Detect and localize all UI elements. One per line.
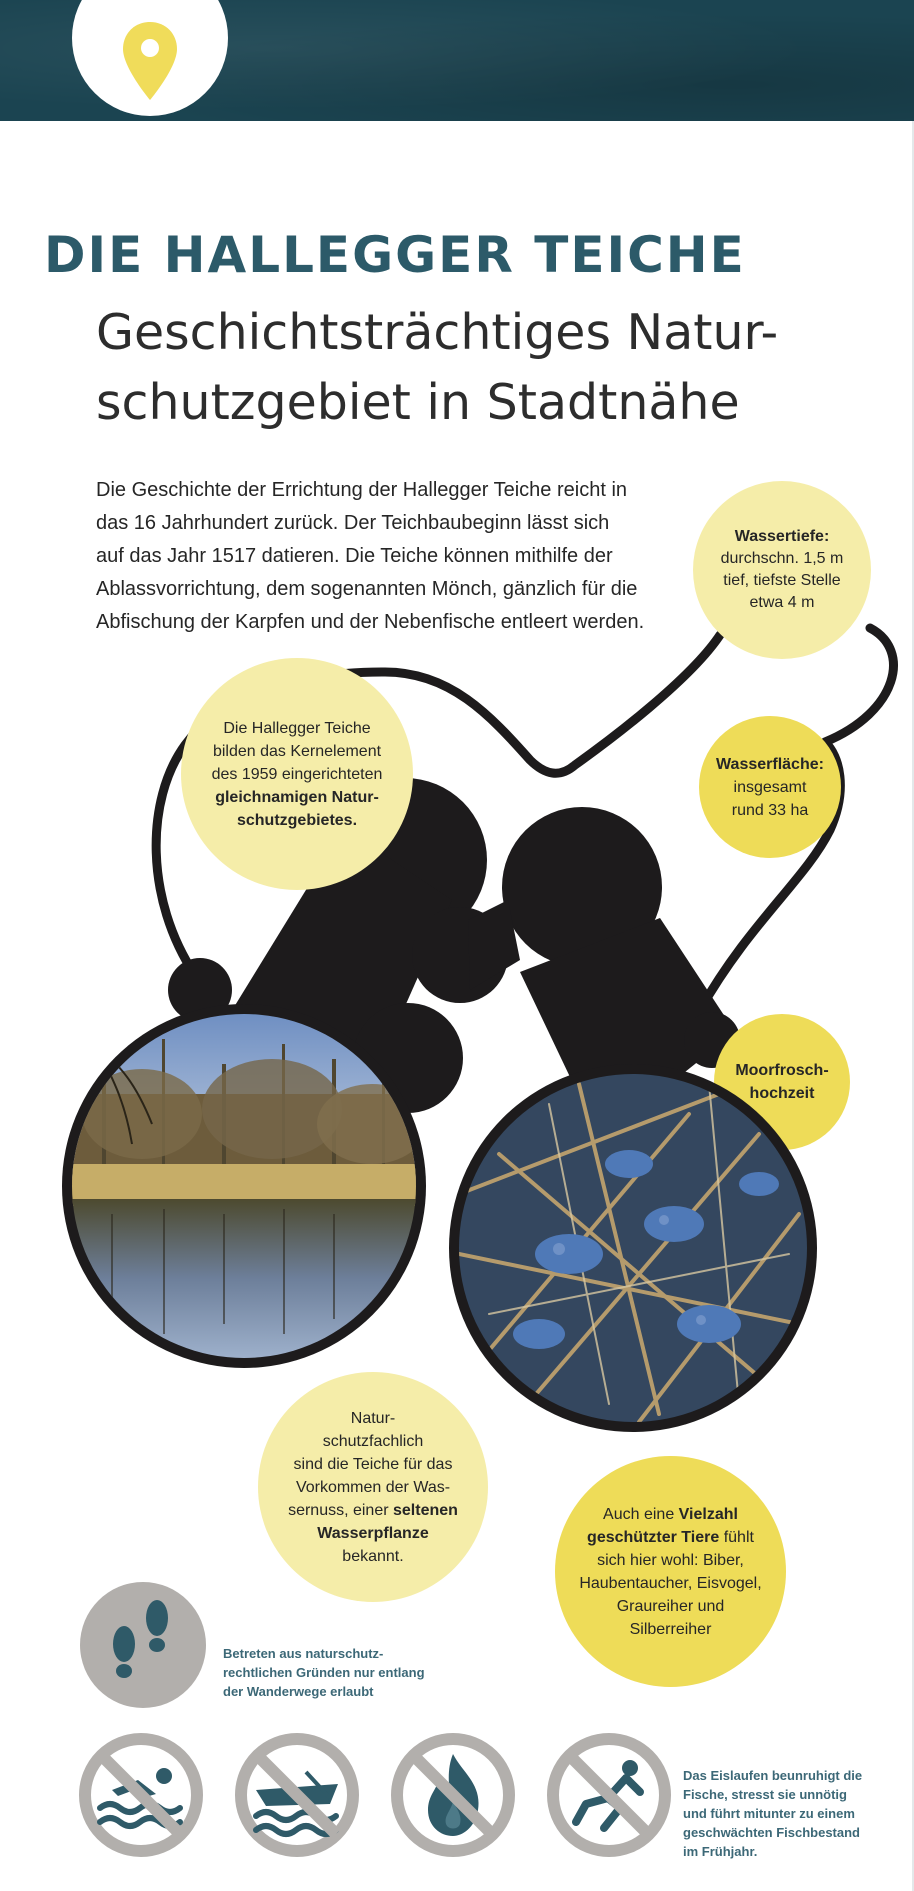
- core-element-line: Die Hallegger Teiche: [223, 719, 371, 737]
- animals-line-2: [587, 1526, 754, 1549]
- water-area-line: insgesamt: [733, 778, 807, 796]
- skating-note-line: geschwächten Fischbestand: [683, 1825, 860, 1840]
- core-element-bold-line: gleichnamigen Natur-: [215, 788, 379, 806]
- animals-bold: Vielzahl: [678, 1505, 738, 1523]
- intro-line: Ablassvorrichtung, dem sogenannten Mönch, gänzlich für die: [96, 578, 638, 600]
- moor-frog-line: Moorfrosch-: [735, 1062, 829, 1079]
- water-area-line: rund 33 ha: [731, 801, 809, 819]
- footsteps-note: [223, 1644, 425, 1701]
- animals-post: fühlt: [719, 1528, 754, 1546]
- water-chestnut-end-line: bekannt.: [342, 1547, 404, 1565]
- water-depth-line: etwa 4 m: [749, 594, 815, 611]
- protected-animals-bubble: [555, 1456, 786, 1687]
- water-area-bubble: [699, 716, 841, 858]
- skating-note-line: im Frühjahr.: [683, 1844, 758, 1859]
- animals-line-1: [603, 1503, 738, 1526]
- water-chestnut-line: sind die Teiche für das: [293, 1455, 453, 1473]
- no-ice-skating-icon: [546, 1732, 672, 1858]
- water-chestnut-mixed-line: [288, 1499, 458, 1522]
- no-boating-icon: [234, 1732, 360, 1858]
- water-chestnut-bold-line: Wasserpflanze: [317, 1524, 429, 1542]
- subtitle-line: schutzgebiet in Stadtnähe: [96, 374, 740, 431]
- footsteps-note-line: rechtlichen Gründen nur entlang: [223, 1665, 425, 1680]
- animals-line: sich hier wohl: Biber,: [597, 1551, 744, 1569]
- core-element-bold-line: schutzgebietes.: [236, 811, 358, 829]
- animals-line: Haubentaucher, Eisvogel,: [579, 1574, 762, 1592]
- water-chestnut-line: schutzfachlich: [322, 1432, 424, 1450]
- no-swimming-icon: [78, 1732, 204, 1858]
- moor-frog-line: hochzeit: [749, 1085, 815, 1102]
- intro-line: auf das Jahr 1517 datieren. Die Teiche können mithilfe der: [96, 545, 613, 567]
- skating-note-line: und führt mitunter zu einem: [683, 1806, 855, 1821]
- pond-landscape-photo: [72, 1014, 416, 1358]
- footsteps-icon-circle: [80, 1582, 206, 1708]
- moor-frogs-photo: [459, 1074, 807, 1422]
- water-depth-line: tief, tiefste Stelle: [723, 572, 841, 589]
- footsteps-note-line: der Wanderwege erlaubt: [223, 1684, 374, 1699]
- water-depth-line: durchschn. 1,5 m: [720, 550, 844, 567]
- skating-note-line: Fische, stresst sie unnötig: [683, 1787, 847, 1802]
- water-depth-label: Wassertiefe:: [734, 528, 830, 545]
- core-element-line: bilden das Kernelement: [212, 742, 382, 760]
- animals-pre: Auch eine: [603, 1505, 679, 1523]
- water-chestnut-mixed-pre: sernuss, einer: [288, 1501, 393, 1519]
- page-title: DIE HALLEGGER TEICHE: [44, 226, 746, 284]
- animals-line: Graureiher und: [616, 1597, 725, 1615]
- animals-line: Silberreiher: [629, 1620, 712, 1638]
- core-element-bubble: [181, 658, 413, 890]
- core-element-line: des 1959 eingerichteten: [211, 765, 383, 783]
- intro-line: das 16 Jahrhundert zurück. Der Teichbaubeginn lässt sich: [96, 512, 610, 534]
- water-area-label: Wasserfläche:: [716, 755, 824, 773]
- intro-line: Die Geschichte der Errichtung der Hallegger Teiche reicht in: [96, 479, 628, 501]
- water-chestnut-mixed-bold: seltenen: [393, 1501, 458, 1519]
- water-chestnut-line: Vorkommen der Was-: [295, 1478, 451, 1496]
- footsteps-icon: [80, 1582, 206, 1708]
- subtitle-line: Geschichtsträchtiges Natur-: [96, 304, 779, 361]
- intro-line: Abfischung der Karpfen und der Nebenfische entleert werden.: [96, 611, 645, 633]
- water-depth-bubble: [693, 481, 871, 659]
- skating-note-line: Das Eislaufen beunruhigt die: [683, 1768, 863, 1783]
- animals-bold-2: geschützter Tiere: [587, 1528, 720, 1546]
- no-fire-icon: [390, 1732, 516, 1858]
- footsteps-note-line: Betreten aus naturschutz-: [223, 1646, 384, 1661]
- skating-note: [683, 1766, 862, 1861]
- water-chestnut-bubble: [258, 1372, 488, 1602]
- water-chestnut-line: Natur-: [350, 1409, 396, 1427]
